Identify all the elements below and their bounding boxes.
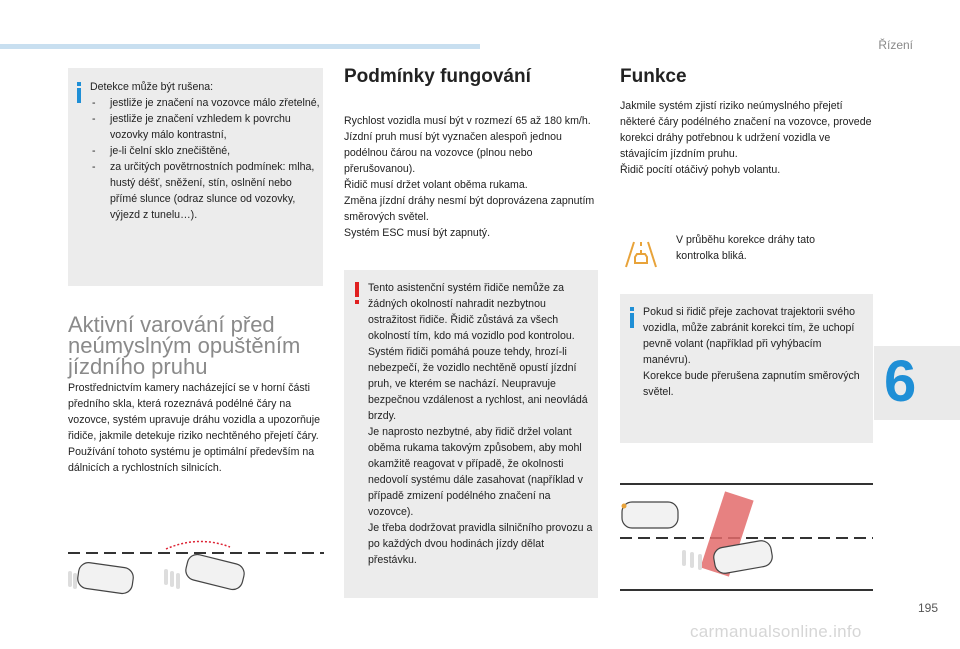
- function-body: Jakmile systém zjistí riziko neúmyslného přejetí některé čáry podélného značení na vozovce, provede korekci dráhy potřebnou k udržení vozidla ve stávajícím jízdním pruhu. Řidič pocítí otáčivý pohyb volantu.: [620, 100, 872, 176]
- lane-drift-graphic: [68, 535, 324, 605]
- warning-text: Tento asistenční systém řidiče nemůže za žádných okolností nahradit nezbytnou ostražitost řidiče. Řidič zůstává za všech okolností tím, kdo má vozidlo pod kontrolou. Systém řidiči pomáhá pouze tehdy, hrozí-li nebezpečí, že vozidlo nechtěně opustí jízdní pruh, ve kterém se nachází. Neupravuje bezpečnou vzdálenost a rychlost, ani neovládá brzdy. Je naprosto nezbytné, aby řidič držel volant oběma rukama takovým způsobem, aby mohl okamžitě reagovat v případě, že okolnosti nedovolí systému dále zasahovat (například v případě zmizení podélného značení na vozovce). Je třeba dodržovat pravidla silničního provozu a po každých dvou hodinách jízdy dělat přestávku.: [368, 282, 593, 566]
- watermark-text: carmanualsonline.info: [690, 622, 862, 641]
- indicator-graphic: [622, 236, 660, 270]
- info-i-icon: [77, 82, 81, 103]
- detection-info-text: [90, 79, 320, 223]
- lane-correction-illustration: [620, 480, 873, 592]
- indicator-text: V průběhu korekce dráhy tato kontrolka bliká.: [676, 234, 815, 262]
- detection-list: [90, 95, 320, 223]
- detection-intro: Detekce může být rušena:: [90, 81, 214, 93]
- section-title-lane-warning: Aktivní varování před neúmyslným opuštěním jízdního pruhu: [68, 312, 301, 379]
- warning-exclamation-icon: [355, 282, 359, 304]
- list-item: - jestliže je značení na vozovce málo zřetelné,: [90, 95, 320, 111]
- section-title-function: Funkce: [620, 66, 687, 87]
- lane-drift-illustration: [68, 535, 324, 605]
- section-label: Řízení: [878, 38, 913, 52]
- info-i-icon: [630, 307, 634, 328]
- page-number: 195: [918, 601, 939, 615]
- lane-warning-body: Prostřednictvím kamery nacházející se v horní části předního skla, která rozeznává podélné čáry na vozovce, systém upravuje dráhu vozidla a upozorňuje řidiče, jakmile detekuje riziko nechtěného přejetí čáry. Používání tohoto systému je optimální především na dálnicích a rychlostních silnicích.: [68, 382, 321, 474]
- lane-correction-graphic: [620, 480, 873, 592]
- list-item: - za určitých povětrnostních podmínek: mlha, hustý déšť, sněžení, stín, oslnění nebo přímé slunce (odraz slunce od vozovky, výjezd z tunelu…).: [90, 159, 320, 223]
- override-info-text: Pokud si řidič přeje zachovat trajektorii svého vozidla, může zabránit korekci tím, že uchopí pevně volant (například při vyhýbacím manévru). Korekce bude přerušena zapnutím směrových světel.: [643, 306, 860, 398]
- conditions-body: Rychlost vozidla musí být v rozmezí 65 až 180 km/h. Jízdní pruh musí být vyznačen alespoň jednou podélnou čárou na vozovce (plnou nebo přerušovanou). Řidič musí držet volant oběma rukama. Změna jízdní dráhy nesmí být doprovázena zapnutím směrových světel. Systém ESC musí být zapnutý.: [344, 115, 595, 239]
- header-accent-bar: [0, 44, 480, 49]
- lane-assist-indicator-icon: [622, 236, 660, 270]
- list-item: - jestliže je značení vzhledem k povrchu vozovky málo kontrastní,: [90, 111, 320, 143]
- list-item: - je-li čelní sklo znečištěné,: [90, 143, 320, 159]
- section-title-conditions: Podmínky fungování: [344, 66, 531, 87]
- chapter-number: 6: [884, 349, 917, 414]
